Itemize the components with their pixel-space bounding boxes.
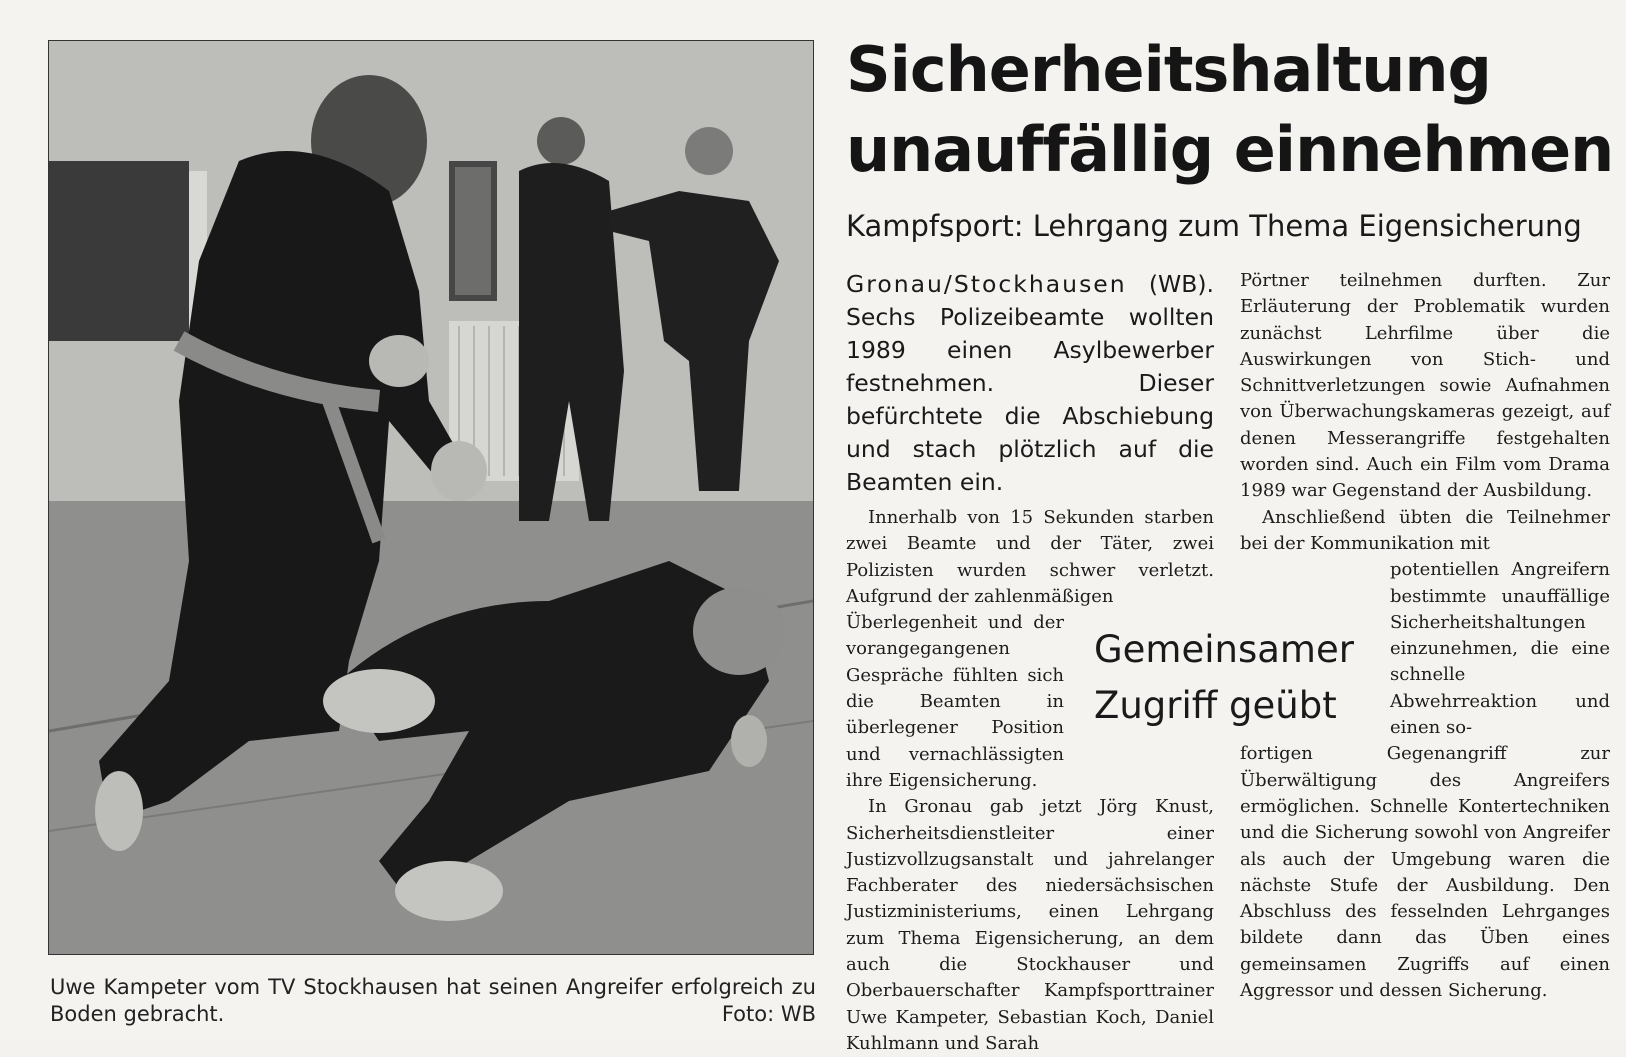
headline <box>846 30 1626 190</box>
martial-arts-photo <box>49 41 813 954</box>
body-paragraph-4-continued: potentiellen Angreifern bestimmte unauffällige Sicherheitshaltungen einzunehmen, die eine schnelle Abwehrreaktion und einen so- <box>1390 559 1610 739</box>
body-paragraph-4: Anschließend übten die Teilnehmer bei der Kommunikation mit <box>1240 506 1610 554</box>
lead-paragraph <box>846 268 1214 499</box>
intertitle-line-2: Zugriff geübt <box>1094 684 1337 727</box>
intertitle-line-1: Gemeinsamer <box>1094 628 1354 671</box>
body-paragraph-4-rest: fortigen Gegenangriff zur Überwältigung des Angreifers ermöglichen. Schnelle Kontertechniken und die Sicherung sowohl von Angreifer als auch der Umgebung waren die nächste Stufe der Ausbildung. Den Abschluss des fesselnden Lehrganges bildete dann das Üben eines gemeinsamen Zugriffs auf einen Aggressor und dessen Sicherung. <box>1240 743 1610 1002</box>
article-photo <box>48 40 814 955</box>
photo-caption <box>50 974 816 1028</box>
body-paragraph-1-continued: Überlegenheit und der vorangegangenen Gespräche fühlten sich die Beamten in überlegener Position und vernachlässigten ihre Eigensicherung. <box>846 612 1064 791</box>
lead-location: Gronau/Stockhausen <box>846 270 1127 298</box>
body-paragraph-2: In Gronau gab jetzt Jörg Knust, Sicherheitsdienstleiter einer Justizvollzugsanstalt und jahrelanger Fachberater des niedersächsischen Justizministeriums, einen Lehrgang zum Thema Eigensicherung, an dem auch die Stockhauser und Oberbauerschafter Kampfsporttrainer Uwe Kampeter, Sebastian Koch, Daniel Kuhlmann und Sarah <box>846 796 1214 1054</box>
headline-line-1: Sicherheitshaltung <box>846 33 1491 106</box>
subheadline: Kampfsport: Lehrgang zum Thema Eigensicherung <box>846 209 1582 243</box>
photo-credit: Foto: WB <box>721 1002 816 1026</box>
body-paragraph-1: Innerhalb von 15 Sekunden starben zwei Beamte und der Täter, zwei Polizisten wurden schwer verletzt. Aufgrund der zahlenmäßigen <box>846 507 1214 607</box>
caption-text: Uwe Kampeter vom TV Stockhausen hat seinen Angreifer erfolgreich zu Boden gebracht. <box>50 975 816 1026</box>
body-paragraph-3: Pörtner teilnehmen durften. Zur Erläuterung der Problematik wurden zunächst Lehrfilme über die Auswirkungen von Stich- und Schnittverletzungen sowie Aufnahmen von Überwachungskameras gezeigt, auf denen Messerangriffe festgehalten worden sind. Auch ein Film vom Drama 1989 war Gegenstand der Ausbildung. <box>1240 270 1610 502</box>
article-column-2 <box>1240 268 1610 1004</box>
headline-line-2: unauffällig einnehmen <box>846 113 1614 186</box>
lead-text: (WB). Sechs Polizeibeamte wollten 1989 einen Asylbewerber festnehmen. Dieser befürchtete die Abschiebung und stach plötzlich auf die Beamten ein. <box>846 270 1214 496</box>
